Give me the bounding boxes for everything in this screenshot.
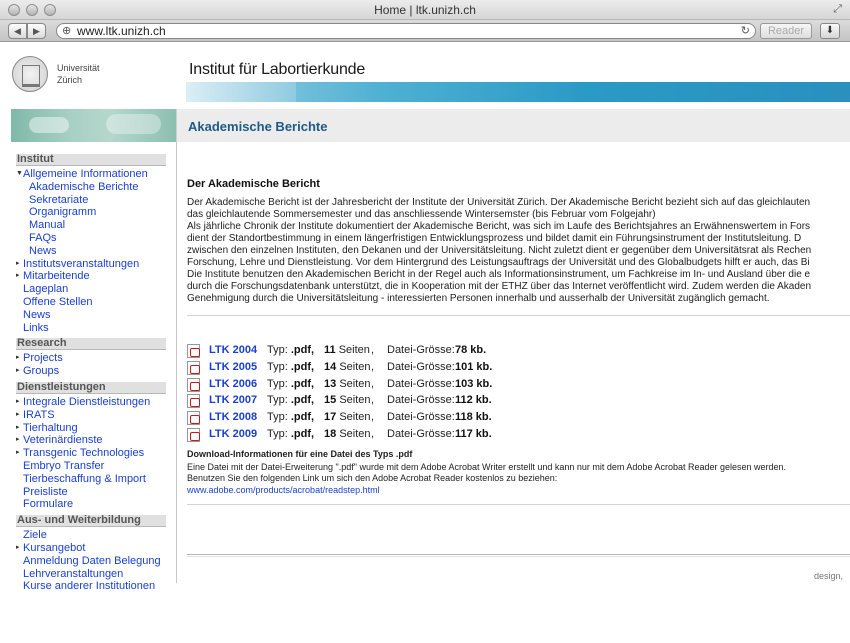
content-header <box>176 109 850 142</box>
sidebar-item[interactable] <box>16 194 166 207</box>
report-type <box>267 411 314 423</box>
sidebar-item-label: FAQs <box>29 231 57 244</box>
report-link[interactable]: LTK 2006 <box>209 377 258 390</box>
separator: , <box>371 427 375 440</box>
sidebar-item-label: Lehrveranstaltungen <box>23 567 124 580</box>
sidebar-section-title: Institut <box>16 154 166 166</box>
report-link[interactable]: LTK 2007 <box>209 394 258 407</box>
sidebar-section-title: Dienstleistungen <box>16 382 166 394</box>
collapsed-arrow-icon: ▸ <box>16 259 20 267</box>
separator: , <box>371 360 375 373</box>
article-title: Der Akademische Bericht <box>187 178 320 190</box>
file-size: 112 kb. <box>455 394 492 407</box>
url-text: www.ltk.unizh.ch <box>77 24 166 38</box>
file-size: 117 kb. <box>455 427 492 440</box>
sidebar-item[interactable] <box>16 580 166 593</box>
footer-line <box>187 554 850 555</box>
report-type <box>267 361 314 373</box>
report-pages <box>324 411 371 423</box>
download-divider <box>187 504 850 505</box>
reload-icon[interactable]: ↻ <box>740 25 750 37</box>
download-info-line2: Benutzen Sie den folgenden Link um sich den Adobe Acrobat Reader kostenlos zu beziehen: <box>187 473 558 483</box>
sidebar-item-label: Organigramm <box>29 206 97 219</box>
sidebar-item-label: Manual <box>29 219 66 232</box>
sidebar-item-label: Ziele <box>23 529 47 542</box>
collapsed-arrow-icon: ▸ <box>16 367 20 375</box>
report-row <box>187 393 587 410</box>
separator: , <box>371 394 375 407</box>
pdf-file-icon[interactable] <box>187 361 200 375</box>
report-link[interactable]: LTK 2004 <box>209 344 258 356</box>
report-type <box>267 378 314 390</box>
report-link[interactable]: LTK 2005 <box>209 360 258 373</box>
sidebar-item[interactable] <box>16 232 166 245</box>
sidebar-item[interactable] <box>16 258 166 271</box>
sidebar-item[interactable] <box>16 181 166 194</box>
sidebar-item-label: Links <box>23 321 49 334</box>
download-info-line1: Eine Datei mit der Datei-Erweiterung ".pdf" wurde mit dem Adobe Acrobat Writer erstellt und kann nur mit dem Adobe Acrobat Reader gelesen werden. <box>187 461 787 472</box>
file-size: 78 kb. <box>455 344 487 356</box>
sidebar-item[interactable] <box>16 309 166 322</box>
globe-icon: ⊕ <box>62 25 72 37</box>
type-label: Typ: <box>267 377 288 390</box>
sidebar-item[interactable] <box>16 219 166 232</box>
sidebar-banner-image <box>11 109 176 142</box>
sidebar-item[interactable] <box>16 568 166 581</box>
sidebar-divider <box>176 142 177 583</box>
pages-label: Seiten <box>339 377 371 390</box>
article-line: zwischen den einzelnen Instituten, den Dekanen und der Universitätsleitung. Nicht zuletzt dient er gegenüber dem Universitätsrat als Rechen <box>187 245 812 256</box>
sidebar-item-label: Preisliste <box>23 485 68 498</box>
sidebar-item-label: Projects <box>23 352 63 365</box>
sidebar-item[interactable] <box>16 529 166 542</box>
article-line: Der Akademische Bericht ist der Jahresbericht der Institute der Universität Zürich. Der Akademische Bericht bezieht sich auf das gleichlauten <box>187 197 811 208</box>
collapsed-arrow-icon: ▸ <box>16 449 20 457</box>
article-line: das gleichlautende Sommersemester und das anschliessende Wintersemster (bis Februar vom Folgejahr) <box>187 209 656 220</box>
expanded-arrow-icon: ▼ <box>16 170 23 177</box>
page-count: 18 <box>324 427 337 440</box>
sidebar-section-title: Aus- und Weiterbildung <box>16 515 166 527</box>
university-name[interactable] <box>57 62 100 86</box>
report-pages <box>324 394 371 406</box>
separator: , <box>371 411 375 424</box>
sidebar-item[interactable] <box>16 447 166 460</box>
back-button[interactable]: ◀ <box>8 23 27 39</box>
report-row <box>187 343 587 360</box>
report-list <box>187 343 587 444</box>
sidebar-nav <box>16 154 166 593</box>
file-size: 101 kb. <box>455 360 493 373</box>
size-label: Datei-Grösse: <box>387 377 455 390</box>
report-row <box>187 410 587 427</box>
footer-bar <box>187 556 850 557</box>
pages-label: Seiten <box>339 360 371 373</box>
article-line: dient der Standortbestimmung in einem längerfristigen Entwicklungsprozess und bildet damit ein Führungsinstrument der Institutsleitung. D <box>187 233 802 244</box>
pages-label: Seiten <box>339 411 371 424</box>
collapsed-arrow-icon: ▸ <box>16 543 20 551</box>
acrobat-reader-link[interactable]: www.adobe.com/products/acrobat/readstep.html <box>187 484 380 495</box>
sidebar-item-label: IRATS <box>23 408 55 421</box>
type-value: .pdf, <box>290 377 315 390</box>
sidebar-item-label: News <box>29 244 57 257</box>
sidebar-item[interactable] <box>16 434 166 447</box>
sidebar-item[interactable] <box>16 270 166 283</box>
page-count: 17 <box>324 411 337 424</box>
size-label: Datei-Grösse: <box>387 360 455 373</box>
report-row <box>187 360 587 377</box>
report-pages <box>324 361 371 373</box>
sidebar-item[interactable] <box>16 473 166 486</box>
page-heading: Akademische Berichte <box>188 119 328 134</box>
sidebar-item-label: Veterinärdienste <box>23 434 103 447</box>
institute-title: Institut für Labortierkunde <box>189 61 366 78</box>
sidebar-item[interactable] <box>16 498 166 511</box>
sidebar-item-label: News <box>23 308 51 321</box>
browser-toolbar <box>0 20 850 42</box>
sidebar-item[interactable] <box>16 396 166 409</box>
sidebar-item[interactable] <box>16 422 166 435</box>
sidebar-item-label: Integrale Dienstleistungen <box>23 395 151 408</box>
content-divider <box>187 315 850 316</box>
sidebar-item-label: Akademische Berichte <box>29 180 139 193</box>
pdf-file-icon[interactable] <box>187 378 200 392</box>
sidebar-item-label: Tierhaltung <box>23 421 78 434</box>
article-line: durch die Forschungsdatenbank unterstützt, die in Kooperation mit der ETHZ über das Internet veröffentlicht wird. Zudem werden die Akaden <box>187 281 812 292</box>
pages-label: Seiten <box>339 427 371 440</box>
type-label: Typ: <box>267 360 288 373</box>
collapsed-arrow-icon: ▸ <box>16 397 20 405</box>
fullscreen-icon[interactable]: ⤢ <box>833 3 842 15</box>
report-pages <box>324 378 371 390</box>
sidebar-item-label: Embryo Transfer <box>23 459 105 472</box>
pdf-file-icon[interactable] <box>187 344 200 358</box>
university-line1: Universität <box>57 63 100 73</box>
article <box>187 178 850 305</box>
pdf-file-icon[interactable] <box>187 394 200 408</box>
download-info-title: Download-Informationen für eine Datei des Typs .pdf <box>187 449 413 459</box>
collapsed-arrow-icon: ▸ <box>16 410 20 418</box>
type-value: .pdf, <box>290 394 315 407</box>
collapsed-arrow-icon: ▸ <box>16 354 20 362</box>
reader-button[interactable]: Reader <box>760 23 812 39</box>
page-count: 13 <box>324 377 337 390</box>
sidebar-item-label: Formulare <box>23 498 74 511</box>
address-bar[interactable] <box>56 23 756 39</box>
type-label: Typ: <box>267 394 288 407</box>
separator: , <box>371 377 375 390</box>
article-body <box>187 197 850 305</box>
header-banner <box>186 82 850 102</box>
report-type <box>267 344 314 356</box>
sidebar-item-label: Mitarbeitende <box>23 270 90 283</box>
size-label: Datei-Grösse: <box>387 427 455 440</box>
sidebar-item-label: Transgenic Technologies <box>23 447 145 460</box>
window-title: Home | ltk.unizh.ch <box>374 3 476 17</box>
sidebar-item-label: Offene Stellen <box>23 295 93 308</box>
type-label: Typ: <box>267 344 288 356</box>
size-label: Datei-Grösse: <box>387 394 455 407</box>
size-label: Datei-Grösse: <box>387 411 455 424</box>
sidebar-item[interactable] <box>16 296 166 309</box>
article-line: Genehmigung durch die Universitätsleitung - interessierten Personen innerhalb und ausserhalb der Universität zugänglich gemacht. <box>187 293 770 304</box>
sidebar-item[interactable] <box>16 409 166 422</box>
sidebar-item[interactable] <box>16 542 166 555</box>
sidebar-section-title: Research <box>16 338 166 350</box>
sidebar-item-label: Groups <box>23 365 60 378</box>
collapsed-arrow-icon: ▸ <box>16 436 20 444</box>
sidebar-item-label: Institutsveranstaltungen <box>23 257 140 270</box>
sidebar-item[interactable] <box>16 365 166 378</box>
report-type <box>267 394 314 406</box>
sidebar-item-label: Anmeldung Daten Belegung <box>23 554 161 567</box>
sidebar-item[interactable] <box>16 322 166 335</box>
window-titlebar <box>0 0 850 20</box>
report-type <box>267 428 314 440</box>
article-line: Die Institute benutzen den Akademischen Bericht in der Regel auch als Informationsinstrument, um Fachkreise im In- und Ausland über die e <box>187 269 811 280</box>
footer-credit[interactable]: design, <box>814 571 844 581</box>
report-link[interactable]: LTK 2009 <box>209 427 258 440</box>
sidebar-item[interactable] <box>16 460 166 473</box>
type-label: Typ: <box>267 427 288 440</box>
sidebar-item[interactable] <box>16 486 166 499</box>
sidebar-item-label: Sekretariate <box>29 193 89 206</box>
type-value: .pdf, <box>290 427 315 440</box>
pages-label: Seiten <box>338 344 370 356</box>
collapsed-arrow-icon: ▸ <box>16 272 20 280</box>
separator: , <box>371 344 375 356</box>
sidebar-item[interactable] <box>16 206 166 219</box>
university-seal-logo[interactable] <box>12 56 48 92</box>
type-value: .pdf, <box>290 411 315 424</box>
article-line: Forschung, Lehre und Dienstleistung. Vor dem Hintergrund des Leistungsauftrags der Universität und des Globalbudgets hilft er auch, das Bi <box>187 257 810 268</box>
sidebar-item[interactable] <box>16 352 166 365</box>
pages-label: Seiten <box>339 394 371 407</box>
banner-image <box>186 82 296 102</box>
sidebar-item-label: Allgemeine Informationen <box>23 168 148 180</box>
type-value: .pdf, <box>290 360 315 373</box>
sidebar-item[interactable] <box>16 168 166 181</box>
page-count: 11 <box>324 344 336 356</box>
page-count: 15 <box>324 394 337 407</box>
forward-button[interactable]: ▶ <box>27 23 46 39</box>
article-line: Als jährliche Chronik der Institute dokumentiert der Akademische Bericht, was sich im Laufe des Berichtsjahres an Erwähnenswertem in Fors <box>187 221 811 232</box>
sidebar-item-label: Lageplan <box>23 283 69 296</box>
file-size: 118 kb. <box>455 411 492 424</box>
sidebar-item[interactable] <box>16 283 166 296</box>
report-link[interactable]: LTK 2008 <box>209 411 258 424</box>
sidebar-item-label: Kursangebot <box>23 541 86 554</box>
report-row <box>187 377 587 394</box>
download-info <box>187 449 850 496</box>
sidebar-item[interactable] <box>16 245 166 258</box>
pdf-file-icon[interactable] <box>187 428 200 442</box>
report-pages <box>324 344 370 356</box>
collapsed-arrow-icon: ▸ <box>16 423 20 431</box>
pdf-file-icon[interactable] <box>187 411 200 425</box>
page-count: 14 <box>324 360 337 373</box>
size-label: Datei-Grösse: <box>387 344 455 356</box>
report-row <box>187 427 587 444</box>
file-size: 103 kb. <box>455 377 493 390</box>
report-pages <box>324 428 371 440</box>
sidebar-item[interactable] <box>16 555 166 568</box>
university-line2: Zürich <box>57 75 83 85</box>
type-value: .pdf, <box>290 344 315 356</box>
downloads-icon[interactable]: ⬇ <box>820 23 840 39</box>
sidebar-item-label: Kurse anderer Institutionen <box>23 580 156 593</box>
type-label: Typ: <box>267 411 288 424</box>
sidebar-item-label: Tierbeschaffung & Import <box>23 472 146 485</box>
